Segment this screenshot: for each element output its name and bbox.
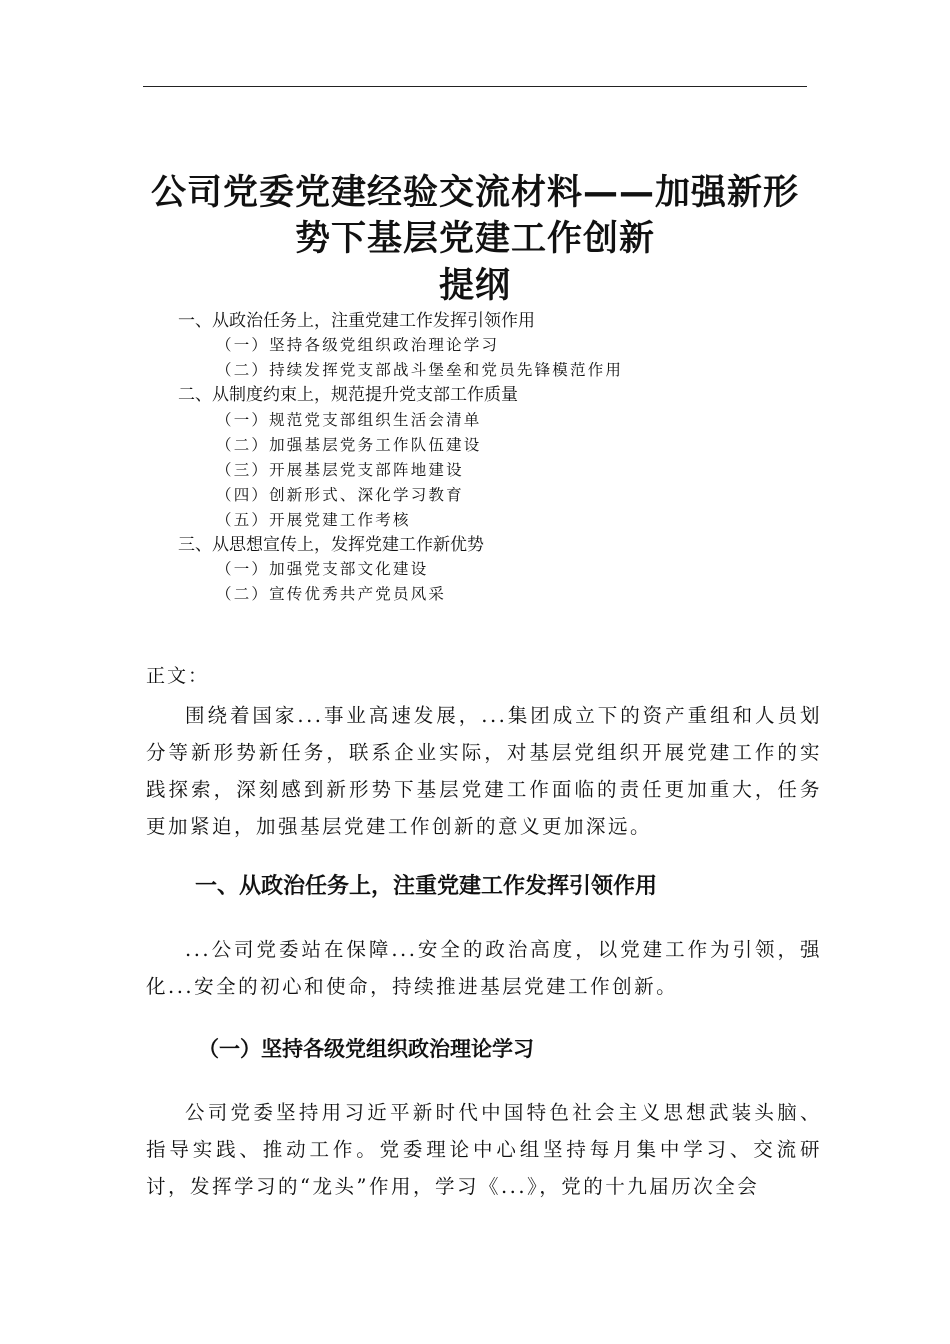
outline-item-3: 三、从思想宣传上，发挥党建工作新优势: [178, 535, 484, 555]
outline-item-2: 二、从制度约束上，规范提升党支部工作质量: [178, 385, 518, 405]
outline-item-1: 一、从政治任务上，注重党建工作发挥引领作用: [178, 311, 535, 331]
section-1-paragraph: ...公司党委站在保障...安全的政治高度，以党建工作为引领，强化...安全的初心和使命，持续推进基层党建工作创新。: [146, 938, 822, 998]
header-rule: [143, 86, 807, 87]
subsection-1-heading: （一）坚持各级党组织政治理论学习: [198, 1037, 534, 1061]
outline-subitem-1-1: （一）坚持各级党组织政治理论学习: [216, 336, 500, 354]
outline-subitem-3-1: （一）加强党支部文化建设: [216, 560, 429, 578]
document-title-line-2: 势下基层党建工作创新: [294, 219, 655, 259]
outline-subitem-2-1: （一）规范党支部组织生活会清单: [216, 411, 482, 429]
outline-subitem-2-4: （四）创新形式、深化学习教育: [216, 486, 464, 504]
body-label: 正文：: [146, 665, 210, 687]
outline-subitem-1-2: （二）持续发挥党支部战斗堡垒和党员先锋模范作用: [216, 361, 624, 379]
outline-subitem-3-2: （二）宣传优秀共产党员风采: [216, 585, 447, 603]
outline-subitem-2-5: （五）开展党建工作考核: [216, 511, 411, 529]
subsection-1-paragraph: 公司党委坚持用习近平新时代中国特色社会主义思想武装头脑、指导实践、推动工作。党委理论中心组坚持每月集中学习、交流研讨，发挥学习的“龙头”作用，学习《...》，党的十九届历次全会: [146, 1101, 822, 1198]
document-title-line-1: 公司党委党建经验交流材料——加强新形: [150, 173, 799, 213]
section-1-heading: 一、从政治任务上，注重党建工作发挥引领作用: [195, 874, 658, 899]
outline-heading: 提纲: [438, 266, 511, 306]
outline-subitem-2-2: （二）加强基层党务工作队伍建设: [216, 436, 482, 454]
intro-paragraph: 围绕着国家...事业高速发展，...集团成立下的资产重组和人员划分等新形势新任务，联系企业实际，对基层党组织开展党建工作的实践探索，深刻感到新形势下基层党建工作面临的责任更加重大，任务更加紧迫，加强基层党建工作创新的意义更加深远。: [146, 704, 822, 838]
outline-subitem-2-3: （三）开展基层党支部阵地建设: [216, 461, 464, 479]
